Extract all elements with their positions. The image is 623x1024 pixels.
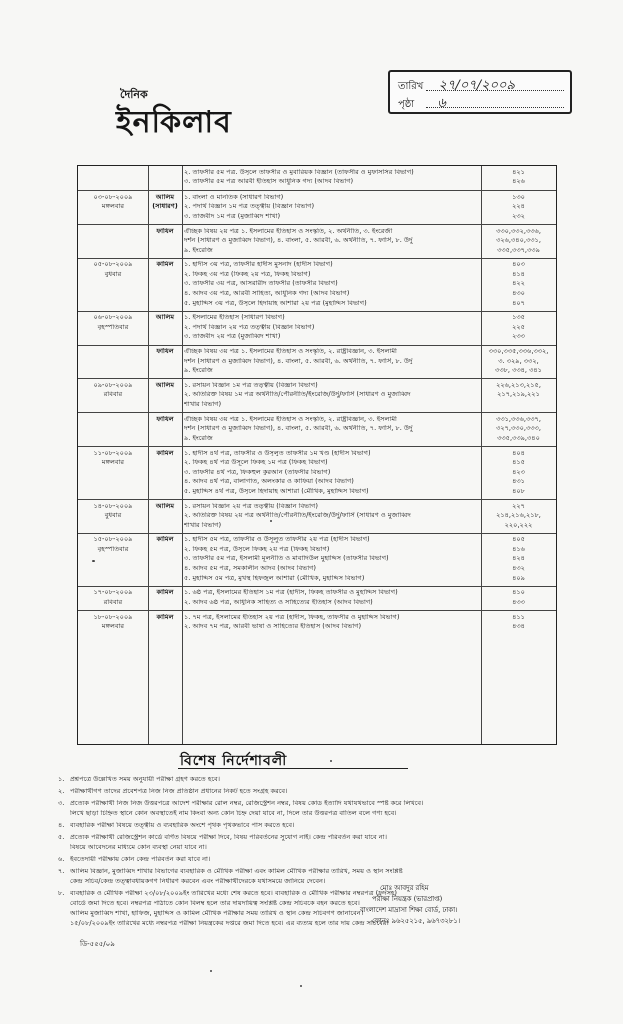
instruction-text: বিষয়ে আবেদনের মাধ্যমে কোন ব্যবস্থা নেয়া যাবে না। xyxy=(70,844,207,851)
subject-code: ৪০৯ xyxy=(512,574,525,582)
subject-code: ৪১৬ xyxy=(512,545,525,553)
exam-level: কামিল xyxy=(156,449,174,457)
subject-entry: ঐচ্ছিক বিষয় ৩য় পত্র ১. ইসলামের ইতিহাস ও সংস্কৃতি, ২. রাষ্ট্রবিজ্ঞান, ৩. ইসলামী xyxy=(184,348,397,355)
table-row xyxy=(78,311,556,346)
instruction-text: প্রত্যেক পরীক্ষার্থী রেজিস্ট্রেশন কার্ডে বর্ণিত বিষয়ে পরীক্ষা দিবে, বিষয় পরিবর্তনের সুযোগ নাই। কেন্দ্র পরিবর্তন করা যাবে না। xyxy=(70,834,387,841)
subject-entry: ৪. আদব ৪র্থ পত্র, বালাগাত, অলংকার ও কাফিয়া (আদব বিভাগ) xyxy=(184,478,354,485)
subject-code: ৪১১ xyxy=(512,613,525,621)
instruction-text: লিখে ছাড়া চিহ্নিত স্থানে কোন অবস্থাতেই নাম কিংবা অন্য কোন চিহ্ন দেয়া যাবে না, দিলে তার উত্তরপত্র বাতিল বলে গণ্য হবে। xyxy=(70,810,397,817)
exam-day: বৃহস্পতিবার xyxy=(97,545,129,553)
exam-level: ফাযিল xyxy=(156,415,174,423)
exam-date: ০৫-০৮-২০০৯ xyxy=(93,261,133,268)
subject-entry: ৩. তাজবীদ ১ম পত্র (মুজাব্বিদ শাখা) xyxy=(184,212,281,220)
signature-title: পরীক্ষা নিয়ন্ত্রক (ভারপ্রাপ্ত) xyxy=(372,895,443,903)
instruction-text: পরীক্ষার্থীগণ তাদের প্রবেশপত্র নিজ নিজ প্রতিষ্ঠান প্রধানের নিকট হতে সংগ্রহ করবে। xyxy=(70,788,288,795)
subject-code: ২২০,২২২ xyxy=(504,521,533,529)
subject-code: ২১৪,২১৬,২১৮, xyxy=(496,512,541,519)
subject-entry: ২. তাফসীর ৫ম পত্র. উসূলে তাফসীর ও মুবারিয়ক বিজ্ঞান (তাফসীর ও মুফাসসির বিভাগ) xyxy=(184,168,414,176)
subject-entry: ৩. তাফসীর ৫ম পত্র, ইসলামী মূলনীতি ও মাবাদিউল মুহাদ্দিস (তাফসীর বিভাগ) xyxy=(184,555,389,563)
scan-speck xyxy=(270,520,272,522)
subject-code: ১৩৫ xyxy=(512,314,525,321)
subject-entry: ঐচ্ছিক বিষয় ৩য় পত্র ১. ইসলামের ইতিহাস ও সংস্কৃতি, ২. রাষ্ট্রবিজ্ঞান, ৩. ইসলামী xyxy=(184,415,397,423)
signature-name: মোঃ আবদুর রহিম xyxy=(380,884,429,892)
exam-level: ফাযিল xyxy=(156,227,174,235)
subject-code: ৩. ৩২৯, ৩৩২, xyxy=(498,357,539,365)
exam-level: আলিম xyxy=(155,381,175,389)
table-row xyxy=(78,190,556,225)
scan-speck xyxy=(330,760,332,762)
subject-code: ৪৩২ xyxy=(512,565,525,572)
instruction-text: বোর্ডে জমা দিতে হবে। নম্বরপত্র পাঠাতে কোন বিলম্ব হলে তার দায়দায়িত্ব সংশ্লিষ্ট কেন্দ্র সচিবকে বহন করতে হবে। xyxy=(70,900,360,907)
instruction-text: প্রত্যেক পরীক্ষার্থী নিজ নিজ উত্তরপত্রে আদেশ পরীক্ষার রোল নম্বর, রেজিস্ট্রেশন নম্বর, বিষয় কোড ইত্যাদি যথাযথভাবে স্পষ্ট করে লিখবে। xyxy=(70,800,424,807)
instruction-number: ৬. xyxy=(58,855,65,863)
scan-speck xyxy=(92,560,95,562)
subject-entry: ২. ফিকহ ৪র্থ পত্র উসূলে ফিকহ ১ম পত্র (ফিকহ বিভাগ) xyxy=(184,459,328,466)
subject-entry: ১. হাদীস ৫ম পত্র, তাফসীর ও উসূলুত তাফসীর ২য় পত্র (হাদীস বিভাগ) xyxy=(184,536,370,543)
subject-entry: ২. পদার্থ বিজ্ঞান ১ম পত্র তত্ত্বীয় (বিজ্ঞান বিভাগ) xyxy=(184,203,315,210)
subject-entry: দর্শন (সাধারণ ও মুজাব্বিদ বিভাগ), ৪. বাংলা, ৫. আরবী, ৬. অর্থনীতি, ৭. ফার্সি, ৮. উর্দু xyxy=(184,425,413,432)
table-row xyxy=(78,224,556,259)
instruction-text: ব্যবহারিক পরীক্ষা বিষয়ে তত্ত্বীয় ও ব্যবহারিক অংশে পৃথক পৃথকভাবে পাস করতে হবে। xyxy=(70,822,295,829)
exam-day: বুধবার xyxy=(104,512,122,519)
exam-date: ১৮-০৮-২০০৯ xyxy=(93,613,133,621)
subject-code: ৪২৩ xyxy=(512,468,525,476)
subject-entry: ৩. তাফসীর ৫ম পত্র আরবী ইতিহাস আধুনিক গদ্য (আদব বিভাগ) xyxy=(184,178,354,185)
subject-code: ৩৩৫,৩৩৯,৩৪০ xyxy=(497,434,540,442)
table-row xyxy=(78,533,556,587)
exam-level: আলিম xyxy=(155,502,175,510)
subject-entry: ৯. ইংরেজি xyxy=(184,367,213,374)
subject-code: ৪০৮ xyxy=(512,487,525,495)
subject-entry: ১. হাদীস ৩য় পত্র, তাফসীর হাদীস মুসনাদ (হাদীস বিভাগ) xyxy=(184,261,333,268)
instruction-number: ৮. xyxy=(58,889,65,897)
instruction-text: ইবতেদায়ী পরীক্ষায় কোন কেন্দ্র পরিবর্তন করা যাবে না। xyxy=(70,856,211,863)
reference-number: ডি-৫৫৫/০৯ xyxy=(80,940,115,948)
instruction-text: ১৫/০৮/২০০৯ইং তারিখের মধ্যে নম্বরপত্র পরীক্ষা নিয়ন্ত্রকের দপ্তরে জমা দিতে হবে। এর ব্যত্যয় হলে তার দায় কেন্দ্র সচিবের। xyxy=(70,920,389,927)
instruction-number: ৩. xyxy=(58,799,65,807)
exam-level: (সাধারণ) xyxy=(152,203,178,210)
subject-entry: ৪. আদব ৩য় পত্র, আরবী সাহিত্য, আধুনিক গদ্য (আদব বিভাগ) xyxy=(184,290,350,297)
newspaper-name: ইনকিলাব xyxy=(116,105,232,140)
table-row xyxy=(78,499,556,534)
subject-entry: ১. রসায়ন বিজ্ঞান ১ম পত্র তত্ত্বীয় (বিজ্ঞান বিভাগ) xyxy=(184,381,318,389)
exam-level: কামিল xyxy=(156,589,174,596)
exam-level: ফাযিল xyxy=(156,348,174,355)
exam-level: আলিম xyxy=(155,314,175,321)
subject-code: ৪১০ xyxy=(512,589,525,596)
subject-code: ৪০৭ xyxy=(512,299,525,307)
exam-day: রবিবার xyxy=(103,391,123,399)
subject-code: ৩২৭,৩৩০,৩৩৩, xyxy=(496,425,541,432)
exam-level: কামিল xyxy=(156,613,174,621)
subject-code: ২৩৩ xyxy=(512,333,525,341)
subject-entry: ৩. তাজবীদ ২য় পত্র (মুজাব্বিদ শাখা) xyxy=(184,333,281,341)
subject-code: ৩৩৫,৩৩৭,৩৩৯ xyxy=(497,246,540,254)
subject-code: ৪৩৪ xyxy=(512,623,525,630)
subject-entry: ১. হাদীস ৪র্থ পত্র, তাফসীর ও উসূলুত তাফসীর ১ম খণ্ড (হাদীস বিভাগ) xyxy=(184,449,371,457)
subject-entry: শাখার বিভাগ) xyxy=(184,401,222,408)
stamp-date-value: ২৭/০৭/২০০৯ xyxy=(438,78,515,93)
table-row xyxy=(78,446,556,500)
subject-code: ৪১৪ xyxy=(512,270,525,278)
subject-code: ৪১৫ xyxy=(512,459,525,466)
subject-code: ২৩২ xyxy=(512,212,525,220)
exam-date: ০৬-০৮-২০০৯ xyxy=(93,314,133,321)
subject-entry: ঐচ্ছিক বিষয় ২য় পত্র ১. ইসলামের ইতিহাস ও সংস্কৃতি, ২. অর্থনীতি, ৩. ইংরেজী xyxy=(184,227,393,235)
subject-code: ৪৩০ xyxy=(512,290,525,297)
subject-entry: দর্শন (সাধারণ ও মুজাব্বিদ বিভাগ), ৪. বাংলা, ৫. আরবী, ৬. অর্থনীতি, ৭. ফার্সি, ৮. উর্দু xyxy=(184,357,413,365)
exam-date: ১৪-০৮-২০০৯ xyxy=(93,502,133,510)
stamp-page-value: ৬ xyxy=(437,96,446,111)
exam-day: মঙ্গলবার xyxy=(101,459,125,466)
subject-entry: ১. ৬ষ্ঠ পত্র, ইসলামের ইতিহাস ১ম পত্র (হাদীস, ফিকহ তাফসীর ও মুহাদ্দিস বিভাগ) xyxy=(184,589,398,596)
subject-code: ৩২৬,৩৪০,৩৩১, xyxy=(496,237,541,244)
subject-entry: ৫. মুহাদ্দিস ৫ম পত্র, মুখস্থ হিফজুল আশারা (মৌখিক, মুহাদ্দিস বিভাগ) xyxy=(184,574,365,582)
instruction-text: আলিম মুজাব্বিদ শাখা, হাফিজ, মুহাদ্দিস ও কামিল মৌখিক পরীক্ষার সময় তারিখ ও স্থান কেন্দ্র সচিবগণ জানাবেন। xyxy=(70,910,364,917)
instruction-number: ২. xyxy=(58,787,65,795)
instruction-number: ১. xyxy=(58,775,65,783)
subject-entry: ৪. আদব ৫ম পত্র, সমকালীন আদব (আদব বিভাগ) xyxy=(184,565,317,572)
scan-speck xyxy=(210,970,212,972)
subject-code: ২২৭ xyxy=(512,502,525,510)
subject-entry: ২. পদার্থ বিজ্ঞান ২য় পত্র তত্ত্বীয় (বিজ্ঞান বিভাগ) xyxy=(184,323,315,331)
subject-entry: দর্শন (সাধারণ ও মুজাব্বিদ বিভাগ), ৪. বাংলা, ৫. আরবী, ৬. অর্থনীতি, ৭. ফার্সি, ৮. উর্দু xyxy=(184,237,413,244)
subject-code: ৩৩০,৩৩৫,৩৩৬,৩৩২, xyxy=(488,348,549,355)
subject-code: ৪২৬ xyxy=(512,178,525,185)
subject-entry: ২. ফিকহ ৩য় পত্র (ফিকহ ২য় পত্র, ফিকহ বিভাগ) xyxy=(184,270,311,278)
subject-code: ১৩০ xyxy=(512,193,525,201)
exam-date: ০৯-০৮-২০০৯ xyxy=(93,381,133,389)
instruction-text: প্রশ্নপত্রে উল্লেখিত সময় অনুযায়ী পরীক্ষা গ্রহণ করতে হবে। xyxy=(70,776,220,783)
exam-day: বুধবার xyxy=(104,270,122,278)
instruction-number: ৪. xyxy=(58,821,65,829)
table-row xyxy=(78,610,556,635)
signature-org: বাংলাদেশ মাদ্রাসা শিক্ষা বোর্ড, ঢাকা। xyxy=(360,906,458,914)
subject-code: ৪০৩ xyxy=(512,261,525,268)
instruction-text: আলিম বিজ্ঞান, মুজাব্বিদ শাখার বিভাগের ব্যবহারিক ও মৌখিক পরীক্ষা এবং কামিল মৌখিক পরীক্ষার তারিখ, সময় ও স্থান সংশ্লিষ্ট xyxy=(70,868,403,875)
subject-entry: ৯. ইংরেজি xyxy=(184,434,213,442)
exam-level: কামিল xyxy=(156,261,174,268)
exam-level: আলিম xyxy=(155,193,175,201)
exam-level: কামিল xyxy=(156,536,174,543)
table-row xyxy=(78,412,556,447)
subject-entry: ২. আদব ৬ষ্ঠ পত্র, আধুনিক সাহিত্য ও সাহিত্যের ইতিহাস (আদব বিভাগ) xyxy=(184,598,373,606)
subject-entry: ১. বাংলা ও মানতিক (সাধারণ বিভাগ) xyxy=(184,193,284,201)
subject-entry: ২. ফিকহ ৫ম পত্র, উসূলে ফিকহ ২য় পত্র (ফিকহ বিভাগ) xyxy=(184,545,330,553)
exam-day: বৃহস্পতিবার xyxy=(97,323,129,331)
subject-entry: ২. অতিরিক্ত বিষয় ১ম পত্র অর্থনীতি/পৌরনীতি/ইংরেজি/উর্দু/ফার্সি (সাধারণ ও মুজাব্বিদ xyxy=(184,391,411,399)
subject-entry: ২. অতিরিক্ত বিষয় ২য় পত্র অর্থনীতি/পৌরনীতি/ইংরেজি/উর্দু/ফার্সি (সাধারণ ও মুজাব্বিদ xyxy=(184,512,411,519)
instruction-number: ৫. xyxy=(58,833,65,841)
subject-entry: ১. ইসলামের ইতিহাস (সাধারণ বিভাগ) xyxy=(184,314,285,321)
subject-code: ২২৬,২১৩,২১৫, xyxy=(496,381,541,389)
newspaper-small-label: দৈনিক xyxy=(120,88,148,101)
exam-date: ১১-০৮-২০০৯ xyxy=(93,449,133,457)
exam-date: ১৫-০৮-২০০৯ xyxy=(93,536,133,543)
subject-code: ৪২২ xyxy=(512,280,525,288)
subject-code: ২২৫ xyxy=(512,323,525,331)
subject-entry: ২. আদব ৭ম পত্র, আরবী ভাষা ও সাহিত্যের ইতিহাস (আদব বিভাগ) xyxy=(184,623,362,630)
subject-entry: ৩. তাফসীর ৪র্থ পত্র, ফিকহুল কুরআন (তাফসীর বিভাগ) xyxy=(184,468,331,476)
stamp-date-label: তারিখ xyxy=(398,81,424,92)
exam-date: ১৭-০৮-২০০৯ xyxy=(93,589,133,596)
instruction-number: ৭. xyxy=(58,867,65,875)
table-row xyxy=(78,378,556,413)
subject-entry: শাখার বিভাগ) xyxy=(184,521,222,529)
subject-entry: ৫. মুহাদ্দিস ৪র্থ পত্র, উসূলে হিদায়াহ আশারা (মৌখিক, মুহাদ্দিস বিভাগ) xyxy=(184,487,369,495)
subject-code: ৩৩০,৩৩২,৩৩৬, xyxy=(496,227,541,235)
instruction-text: কেন্দ্র সচিব/কেন্দ্র তত্ত্বাবধায়কগণ নির্ধারণ করবেন এবং পরীক্ষার্থীদেরকে যথাসময়ে জানিয়ে দেবেন। xyxy=(70,878,326,885)
table-row xyxy=(78,586,556,611)
subject-code: ৩৩১,৩৩৬,৩৩৭, xyxy=(496,415,541,423)
exam-schedule-table xyxy=(77,165,557,745)
subject-entry: ১. ৭ম পত্র, ইসলামের ইতিহাস ২য় পত্র (হাদীস, ফিকহ, তাফসীর ও মুহাদ্দিস বিভাগ) xyxy=(184,613,400,621)
exam-day: রবিবার xyxy=(103,598,123,606)
subject-code: ২১৭,২১৯,২২১ xyxy=(497,391,540,399)
subject-entry: ৫. মুহাদ্দিস ৩য় পত্র, উসূলে হিদায়াহ আশারা ২য় পত্র (মুহাদ্দিস বিভাগ) xyxy=(184,299,367,307)
subject-code: ৪০৪ xyxy=(512,449,525,457)
subject-code: ৪২৪ xyxy=(512,555,525,563)
instructions-title: বিশেষ নির্দেশাবলী xyxy=(180,753,288,769)
subject-entry: ৯. ইংরেজি xyxy=(184,246,213,254)
subject-code: ২২৪ xyxy=(512,203,525,210)
scan-speck xyxy=(300,985,302,987)
subject-entry: ১. রসায়ন বিজ্ঞান ২য় পত্র তত্ত্বীয় (বিজ্ঞান বিভাগ) xyxy=(184,502,318,510)
date-stamp xyxy=(388,70,572,114)
table-row xyxy=(78,166,556,190)
signature-phone: ফোনঃ ৯৬২৫২১৫, ৯৬৭৩২৮১। xyxy=(372,917,461,925)
subject-entry: ৩. তাফসীর ৩য় পত্র, আসরারীদ তাফসীর (তাফসীর বিভাগ) xyxy=(184,280,338,288)
subject-code: ৪২১ xyxy=(512,168,525,176)
exam-date: ০৩-০৮-২০০৯ xyxy=(93,193,133,201)
subject-code: ৪৩৩ xyxy=(512,598,525,606)
table-row xyxy=(78,258,556,312)
subject-code: ৩৩৮, ৩৩৪, ৩৪১ xyxy=(495,367,542,374)
instruction-text: ব্যবহারিক ও মৌখিক পরীক্ষা ২৩/০৮/২০০৯ইং তারিখের মধ্যে শেষ করতে হবে। ব্যবহারিক ও মৌখিক পরীক্ষার নম্বরপত্র (ফর্দসহ) xyxy=(70,890,397,897)
exam-day: মঙ্গলবার xyxy=(101,623,125,630)
table-row xyxy=(78,345,556,380)
exam-day: মঙ্গলবার xyxy=(101,203,125,210)
subject-code: ৪৩১ xyxy=(512,478,525,485)
subject-code: ৪০৫ xyxy=(512,536,525,543)
stamp-page-label: পৃষ্ঠা xyxy=(398,99,415,110)
